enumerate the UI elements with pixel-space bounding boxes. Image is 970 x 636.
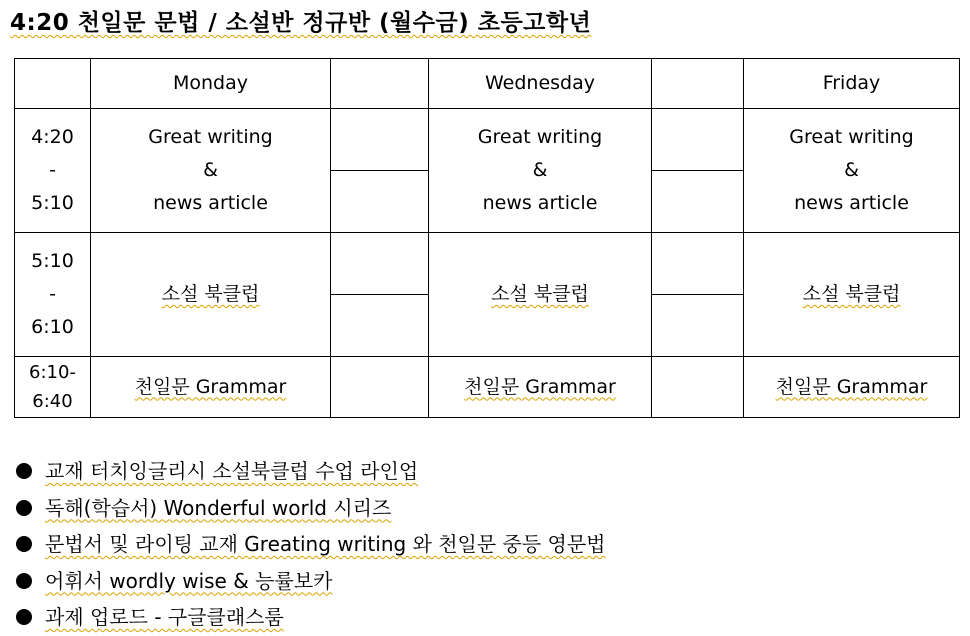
bullet-icon [16, 609, 32, 625]
lesson-cell-friday [744, 357, 960, 418]
gap-cell [652, 109, 744, 171]
time-end: 5:10 [31, 192, 74, 214]
time-cell [15, 233, 91, 357]
header-row [15, 59, 960, 109]
lesson-line: Great writing [477, 126, 603, 148]
lesson-line: 소설 북클럽 [161, 283, 260, 305]
time-separator: - [49, 283, 56, 305]
gap-cell [331, 295, 429, 357]
bullet-icon [16, 500, 32, 516]
lesson-line: Great writing [148, 126, 273, 148]
gap-cell [331, 233, 429, 295]
lesson-line: 소설 북클럽 [491, 283, 589, 305]
list-item-text: 과제 업로드 - 구글클래스룸 [45, 605, 284, 629]
bullet-icon [16, 536, 32, 552]
lesson-line: news article [153, 192, 268, 214]
lesson-cell-friday [744, 109, 960, 233]
list-item [14, 599, 606, 636]
list-item [14, 563, 606, 600]
list-item [14, 490, 606, 527]
lesson-cell-wednesday [429, 357, 652, 418]
list-item-text: 어휘서 wordly wise & 능률보카 [45, 568, 333, 593]
table-row [15, 233, 960, 295]
lesson-line: Great writing [789, 126, 914, 148]
notes-list [14, 453, 606, 636]
gap-cell [652, 59, 744, 109]
lesson-line: news article [482, 192, 598, 214]
gap-cell [652, 357, 744, 418]
gap-cell [331, 109, 429, 171]
time-end: 6:10 [31, 316, 74, 338]
lesson-line: & [203, 159, 218, 181]
time-cell [15, 109, 91, 233]
list-item-text: 문법서 및 라이팅 교재 Greating writing 와 천일문 중등 영문법 [45, 532, 606, 556]
corner-cell [15, 59, 91, 109]
page-title [10, 4, 591, 37]
lesson-line: 천일문 Grammar [775, 375, 928, 398]
lesson-cell-monday [91, 357, 331, 418]
lesson-line: news article [794, 192, 909, 214]
list-item-text: 독해(학습서) Wonderful world 시리즈 [45, 495, 392, 520]
time-start: 5:10 [31, 250, 74, 272]
time-end: 6:40 [32, 391, 73, 412]
lesson-cell-wednesday [429, 109, 652, 233]
day-header-monday: Monday [91, 59, 331, 109]
bullet-icon [16, 573, 32, 589]
lesson-line: 천일문 Grammar [464, 375, 616, 398]
gap-cell [331, 171, 429, 233]
lesson-line: 소설 북클럽 [802, 283, 901, 305]
lesson-cell-monday [91, 109, 331, 233]
lesson-cell-wednesday [429, 233, 652, 357]
time-start: 4:20 [31, 126, 74, 148]
time-cell [15, 357, 91, 418]
table-row [15, 357, 960, 418]
time-separator: - [49, 159, 56, 181]
gap-cell [331, 357, 429, 418]
time-start: 6:10- [29, 362, 76, 383]
gap-cell [652, 171, 744, 233]
lesson-line: & [532, 159, 548, 181]
lesson-cell-monday [91, 233, 331, 357]
lesson-line: 천일문 Grammar [134, 375, 287, 398]
page-title-text: 4:20 천일문 문법 / 소설반 정규반 (월수금) 초등고학년 [10, 10, 592, 36]
list-item [14, 453, 606, 490]
list-item [14, 526, 606, 563]
gap-cell [652, 233, 744, 295]
schedule-table [14, 58, 960, 418]
gap-cell [652, 295, 744, 357]
table-row [15, 109, 960, 171]
lesson-line: & [844, 159, 859, 181]
day-header-wednesday: Wednesday [429, 59, 652, 109]
list-item-text: 교재 터치잉글리시 소설북클럽 수업 라인업 [45, 459, 419, 483]
day-header-friday: Friday [744, 59, 960, 109]
lesson-cell-friday [744, 233, 960, 357]
bullet-icon [16, 463, 32, 479]
gap-cell [331, 59, 429, 109]
